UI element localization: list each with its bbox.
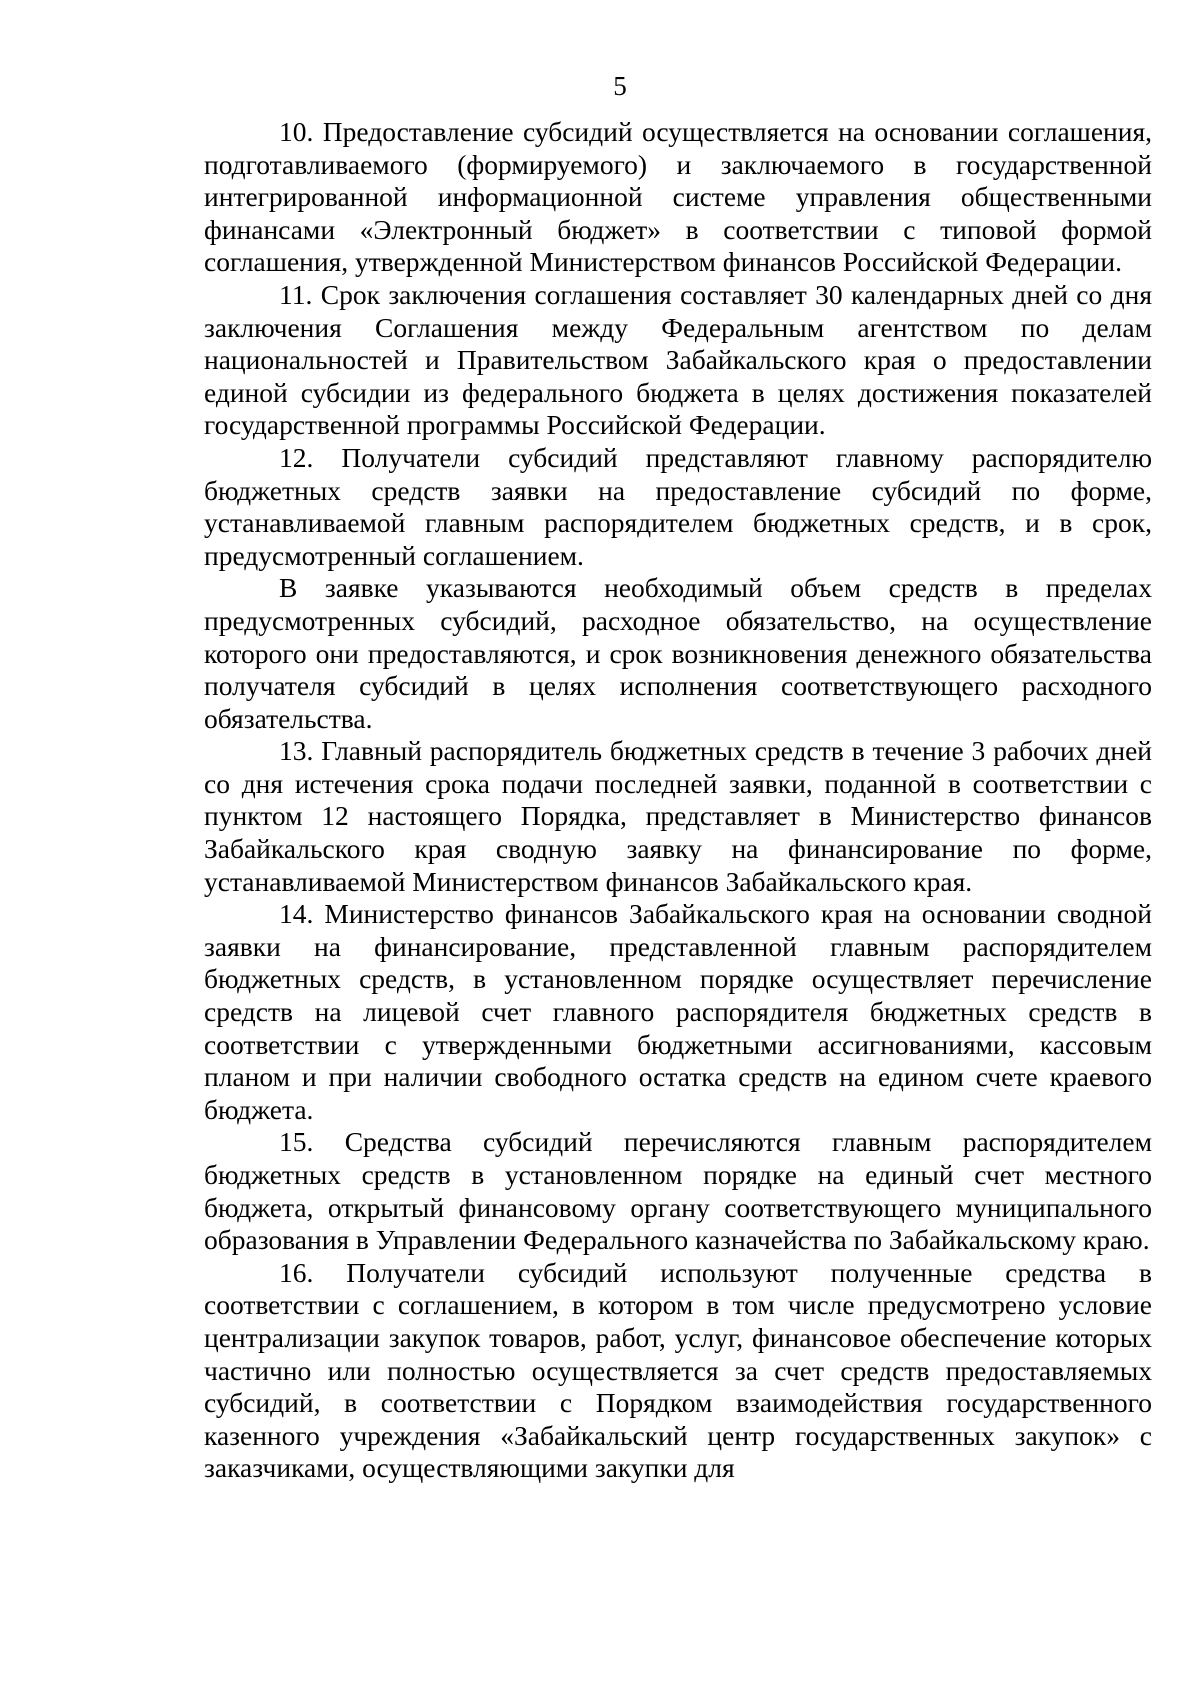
document-body bbox=[204, 116, 1152, 1485]
page-number: 5 bbox=[613, 71, 627, 101]
paragraph-item-13: 13. Главный распорядитель бюджетных средств в течение 3 рабочих дней со дня истечения срока подачи последней заявки, поданной в соответствии с пунктом 12 настоящего Порядка, представляет в Министерство финансов Забайкальского края сводную заявку на финансирование по форме, устанавливаемой Министерством финансов Забайкальского края. bbox=[204, 735, 1152, 897]
paragraph-item-10: 10. Предоставление субсидий осуществляется на основании соглашения, подготавливаемого (формируемого) и заключаемого в государственной интегрированной информационной системе управления общественными финансами «Электронный бюджет» в соответствии с типовой формой соглашения, утвержденной Министерством финансов Российской Федерации. bbox=[204, 116, 1152, 278]
paragraph-item-16: 16. Получатели субсидий используют полученные средства в соответствии с соглашением, в котором в том числе предусмотрено условие централизации закупок товаров, работ, услуг, финансовое обеспечение которых частично или полностью осуществляется за счет средств предоставляемых субсидий, в соответствии с Порядком взаимодействия государственного казенного учреждения «Забайкальский центр государственных закупок» с заказчиками, осуществляющими закупки для bbox=[204, 1256, 1152, 1484]
paragraph-application-content: В заявке указываются необходимый объем средств в пределах предусмотренных субсидий, расходное обязательство, на осуществление которого они предоставляются, и срок возникновения денежного обязательства получателя субсидий в целях исполнения соответствующего расходного обязательства. bbox=[204, 572, 1152, 734]
paragraph-item-11: 11. Срок заключения соглашения составляет 30 календарных дней со дня заключения Соглашения между Федеральным агентством по делам национальностей и Правительством Забайкальского края о предоставлении единой субсидии из федерального бюджета в целях достижения показателей государственной программы Российской Федерации. bbox=[204, 278, 1152, 441]
paragraph-item-12: 12. Получатели субсидий представляют главному распорядителю бюджетных средств заявки на предоставление субсидий по форме, устанавливаемой главным распорядителем бюджетных средств, и в срок, предусмотренный соглашением. bbox=[204, 441, 1152, 571]
paragraph-item-14: 14. Министерство финансов Забайкальского края на основании сводной заявки на финансирование, представленной главным распорядителем бюджетных средств, в установленном порядке осуществляет перечисление средств на лицевой счет главного распорядителя бюджетных средств в соответствии с утвержденными бюджетными ассигнованиями, кассовым планом и при наличии свободного остатка средств на едином счете краевого бюджета. bbox=[204, 898, 1152, 1125]
paragraph-item-15: 15. Средства субсидий перечисляются главным распорядителем бюджетных средств в установленном порядке на единый счет местного бюджета, открытый финансовому органу соответствующего муниципального образования в Управлении Федерального казначейства по Забайкальскому краю. bbox=[204, 1126, 1152, 1256]
